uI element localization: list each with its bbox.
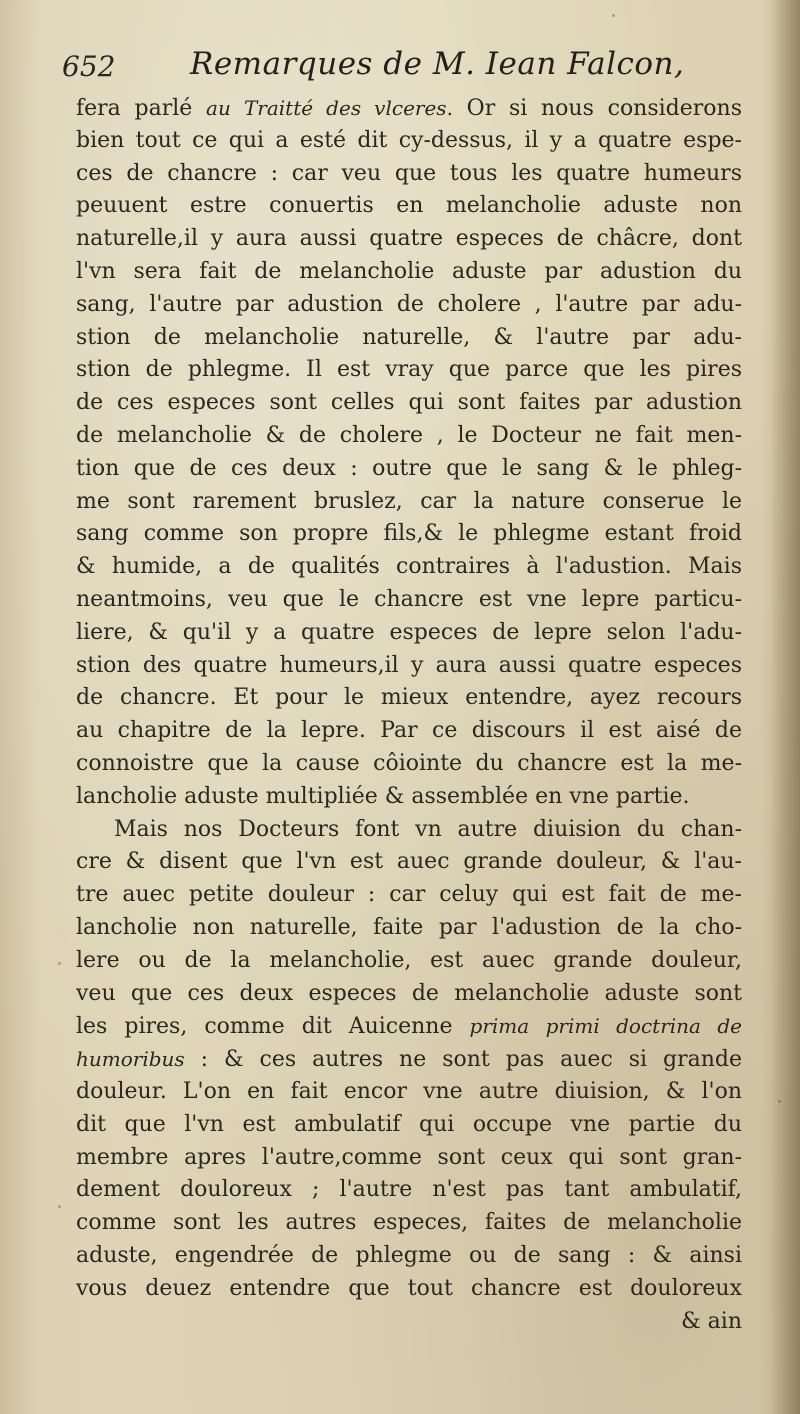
text-line <box>76 978 742 1011</box>
text-line <box>76 1240 742 1273</box>
body-text <box>76 92 742 1305</box>
text-roman: connoistre que la cause côiointe du chancre est la me- <box>76 750 742 776</box>
text-roman: cre & disent que l'vn est auec grande douleur, & l'au- <box>76 849 742 875</box>
text-roman: les pires, comme dit Auicenne <box>76 1014 470 1040</box>
text-italic: humoribus <box>76 1047 185 1072</box>
page-edge-shadow <box>770 0 800 1414</box>
text-line <box>76 322 742 355</box>
text-roman: peuuent estre conuertis en melancholie aduste non <box>76 193 742 219</box>
paper-speck <box>58 1205 61 1208</box>
text-line <box>76 158 742 191</box>
text-line <box>76 125 742 158</box>
text-line <box>76 584 742 617</box>
text-roman: de ces especes sont celles qui sont faites par adustion <box>76 390 742 416</box>
paper-speck <box>58 962 61 965</box>
text-roman: : & ces autres ne sont pas auec si grande <box>184 1047 742 1073</box>
catchword: & ain <box>681 1309 742 1334</box>
text-line <box>76 650 742 683</box>
text-line <box>76 1109 742 1142</box>
text-roman: lancholie non naturelle, faite par l'adustion de la cho- <box>76 914 742 940</box>
text-roman: comme sont les autres especes, faites de melancholie <box>76 1210 742 1236</box>
paper-speck <box>778 1100 781 1103</box>
text-roman: sang, l'autre par adustion de cholere , l'autre par adu- <box>76 291 742 317</box>
text-line <box>76 715 742 748</box>
text-line <box>76 682 742 715</box>
text-line <box>76 1076 742 1109</box>
text-roman: Mais nos Docteurs font vn autre diuision du chan- <box>114 816 742 842</box>
text-line <box>76 1010 742 1043</box>
text-roman: naturelle,il y aura aussi quatre especes de châcre, dont <box>76 226 742 252</box>
text-roman: dement douloreux ; l'autre n'est pas tant ambulatif, <box>76 1177 742 1203</box>
text-roman: me sont rarement bruslez, car la nature conserue le <box>76 488 742 514</box>
text-roman: stion de phlegme. Il est vray que parce que les pires <box>76 357 742 383</box>
paper-speck <box>612 14 615 17</box>
text-roman: tre auec petite douleur : car celuy qui est fait de me- <box>76 882 742 908</box>
text-line <box>76 289 742 322</box>
text-roman: bien tout ce qui a esté dit cy-dessus, il y a quatre espe- <box>76 127 742 153</box>
text-line <box>76 1043 742 1076</box>
text-line <box>76 1174 742 1207</box>
page-number: 652 <box>62 50 116 83</box>
text-line <box>76 486 742 519</box>
text-roman: stion de melancholie naturelle, & l'autre par adu- <box>76 324 742 350</box>
text-roman: de chancre. Et pour le mieux entendre, ayez recours <box>76 685 742 711</box>
text-line <box>76 1142 742 1175</box>
text-italic: prima primi doctrina de <box>469 1014 742 1039</box>
text-roman: de melancholie & de cholere , le Docteur ne fait men- <box>76 422 742 448</box>
text-roman: aduste, engendrée de phlegme ou de sang : & ainsi <box>76 1242 742 1268</box>
text-italic: au Traitté des vlceres. <box>206 96 453 120</box>
text-line <box>76 748 742 781</box>
text-roman: neantmoins, veu que le chancre est vne lepre particu- <box>76 586 742 612</box>
text-line <box>76 846 742 879</box>
text-roman: douleur. L'on en fait encor vne autre diuision, & l'on <box>76 1078 742 1104</box>
text-line <box>76 190 742 223</box>
text-roman: veu que ces deux especes de melancholie aduste sont <box>76 980 742 1006</box>
text-line <box>76 814 742 847</box>
text-line <box>76 387 742 420</box>
page-header <box>62 44 762 88</box>
text-line <box>76 518 742 551</box>
text-roman: au chapitre de la lepre. Par ce discours il est aisé de <box>76 718 742 744</box>
text-roman: dit que l'vn est ambulatif qui occupe vne partie du <box>76 1111 742 1137</box>
text-line <box>76 354 742 387</box>
text-roman: tion que de ces deux : outre que le sang & le phleg- <box>76 455 742 481</box>
text-line <box>76 551 742 584</box>
text-line <box>76 223 742 256</box>
text-roman: sang comme son propre fils,& le phlegme estant froid <box>76 521 742 547</box>
text-roman: l'vn sera fait de melancholie aduste par adustion du <box>76 258 742 284</box>
text-roman: liere, & qu'il y a quatre especes de lepre selon l'adu- <box>76 619 742 645</box>
text-line <box>76 453 742 486</box>
text-line <box>76 912 742 945</box>
text-line <box>76 781 742 814</box>
text-roman: membre apres l'autre,comme sont ceux qui sont gran- <box>76 1144 742 1170</box>
text-roman: fera parlé <box>76 96 207 121</box>
text-line <box>76 879 742 912</box>
text-roman: & humide, a de qualités contraires à l'adustion. Mais <box>76 554 742 580</box>
text-line <box>76 1207 742 1240</box>
text-line <box>76 617 742 650</box>
text-roman: lere ou de la melancholie, est auec grande douleur, <box>76 947 742 973</box>
text-roman: ces de chancre : car veu que tous les quatre humeurs <box>76 160 742 186</box>
text-roman: Or si nous considerons <box>452 96 742 121</box>
text-line <box>76 1273 742 1306</box>
text-line <box>76 420 742 453</box>
text-roman: vous deuez entendre que tout chancre est douloreux <box>76 1275 742 1301</box>
text-roman: stion des quatre humeurs,il y aura aussi quatre especes <box>76 652 742 678</box>
running-title: Remarques de M. Iean Falcon, <box>190 46 685 82</box>
text-roman: lancholie aduste multipliée & assemblée en vne partie. <box>76 783 690 809</box>
text-line <box>76 92 742 125</box>
text-line <box>76 256 742 289</box>
text-line <box>76 945 742 978</box>
